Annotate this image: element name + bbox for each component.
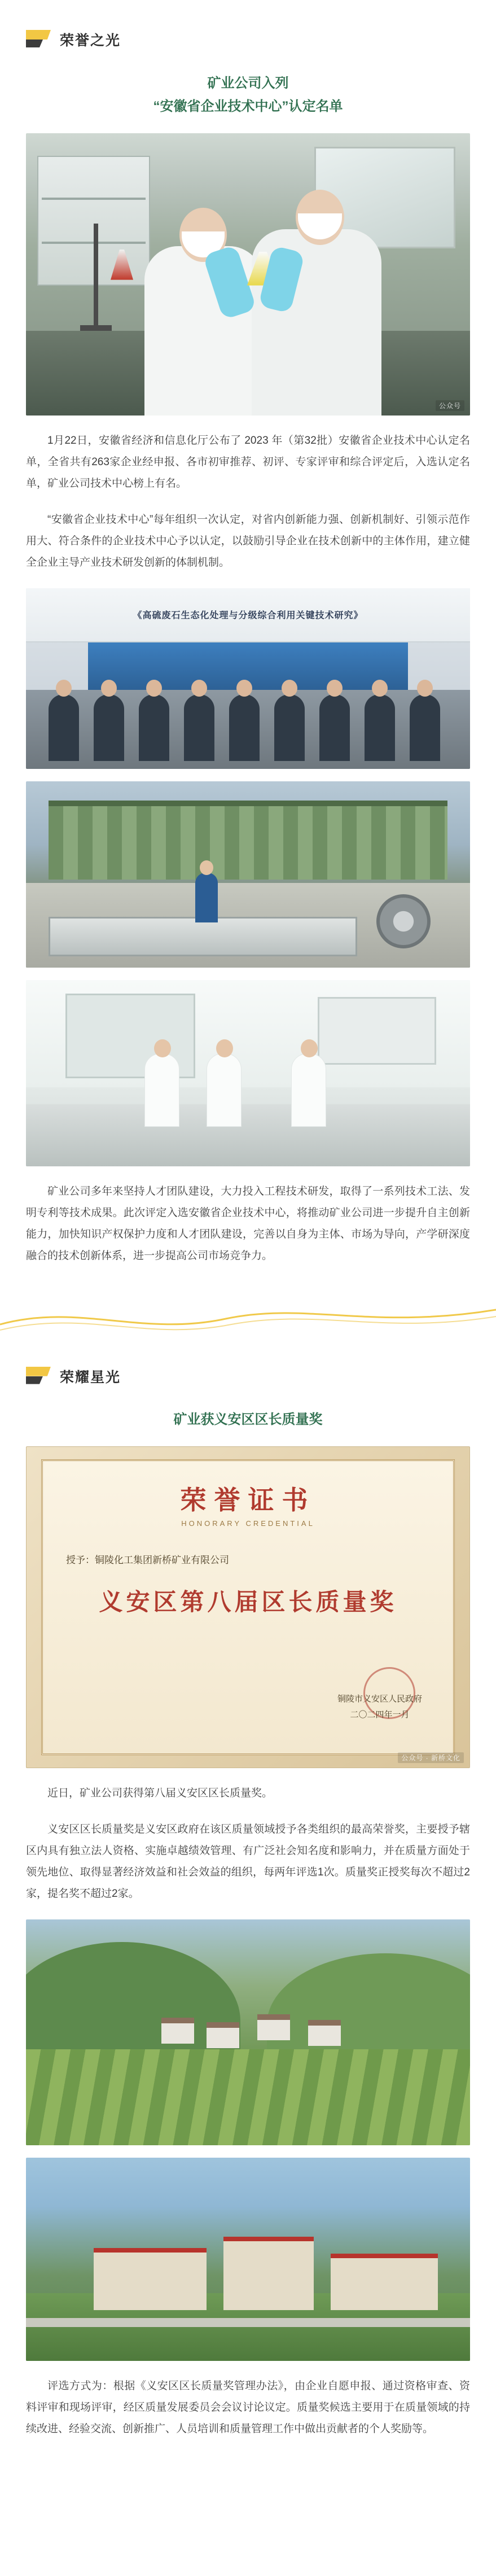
paragraph-2: “安徽省企业技术中心”每年组织一次认定，对省内创新能力强、创新机制好、引领示范作用大、符合条件的企业技术中心予以认定，以鼓励引导企业在技术创新中的主体作用，建立健全企业主导产业技术研发创新的体制机制。 — [26, 513, 470, 568]
paragraph-1: 1月22日，安徽省经济和信息化厅公布了 2023 年（第32批）安徽省企业技术中心认定名单，全省共有263家企业经申报、各市初审推荐、初评、专家评审和综合评定后，入选认定名单，矿业公司技术中心榜上有名。 — [26, 434, 470, 489]
photo-village-fields — [26, 1919, 470, 2145]
certificate-title-en: HONORARY CREDENTIAL — [181, 1519, 315, 1528]
paragraph-5: 义安区区长质量奖是义安区政府在该区质量领域授予各类组织的最高荣誉奖，主要授予辖区内具有独立法人资格、实施卓越绩效管理、有广泛社会知名度和影响力，并在质量方面处于领先地位、取得显著经济效益和社会效益的组织，每两年评选1次。质量奖正授奖每次不超过2家，提名奖不超过2家。 — [26, 1823, 470, 1900]
certificate-award-name: 义安区第八届区长质量奖 — [99, 1588, 397, 1615]
photo-laboratory-workers — [26, 133, 470, 416]
paragraph-4: 近日，矿业公司获得第八届义安区区长质量奖。 — [47, 1787, 273, 1799]
certificate-sign-org: 铜陵市义安区人民政府 — [337, 1694, 422, 1704]
certificate-signature — [337, 1691, 422, 1724]
section-header-glory-star — [0, 1366, 496, 1387]
article-page — [0, 29, 496, 2576]
article-title-line1: 矿业公司入列 — [207, 76, 289, 91]
watermark-stamp: 公众号 — [436, 400, 464, 411]
photo-campus-aerial — [26, 2158, 470, 2361]
article-title-line2: “安徽省企业技术中心”认定名单 — [153, 98, 343, 114]
section-title-2: 荣耀星光 — [60, 1369, 121, 1385]
flag-icon-2 — [26, 1367, 52, 1386]
paragraph-3: 矿业公司多年来坚持人才团队建设，大力投入工程技术研发，取得了一系列技术工法、发明专利等技术成果。此次评定入选安徽省企业技术中心，将推动矿业公司进一步提升自主创新能力，加快知识产权保护力度和人才团队建设，完善以自身为主体、市场为导向，产学研深度融合的技术创新体系，进一步提高公司市场竞争力。 — [26, 1185, 470, 1262]
flag-icon — [26, 30, 52, 49]
paragraph-6: 评选方式为：根据《义安区区长质量奖管理办法》，由企业自愿申报、通过资格审查、资料评审和现场评审，经区质量发展委员会会议讨论议定。质量奖候选主要用于在质量领域的持续改进、经验交流、创新推广、人员培训和质量管理工作中做出贡献者的个人奖励等。 — [26, 2380, 470, 2435]
photo-plant-equipment — [26, 781, 470, 968]
article-title — [34, 72, 462, 119]
photo-honor-certificate — [26, 1446, 470, 1768]
wave-divider — [0, 1297, 496, 1337]
photo-laboratory-interior — [26, 980, 470, 1166]
watermark-stamp-2: 公众号 · 新桥文化 — [398, 1752, 464, 1763]
certificate-grant-line: 授予：铜陵化工集团新桥矿业有限公司 — [66, 1554, 229, 1565]
section-title: 荣誉之光 — [60, 33, 121, 49]
article-title-2: 矿业获义安区区长质量奖 — [173, 1411, 323, 1427]
section-header-honor-light — [0, 29, 496, 50]
photo-conference-group: 《高硫废石生态化处理与分级综合利用关键技术研究》 — [26, 588, 470, 769]
certificate-sign-date: 二〇二四年一月 — [350, 1710, 410, 1720]
certificate-title: 荣誉证书 — [180, 1485, 316, 1515]
